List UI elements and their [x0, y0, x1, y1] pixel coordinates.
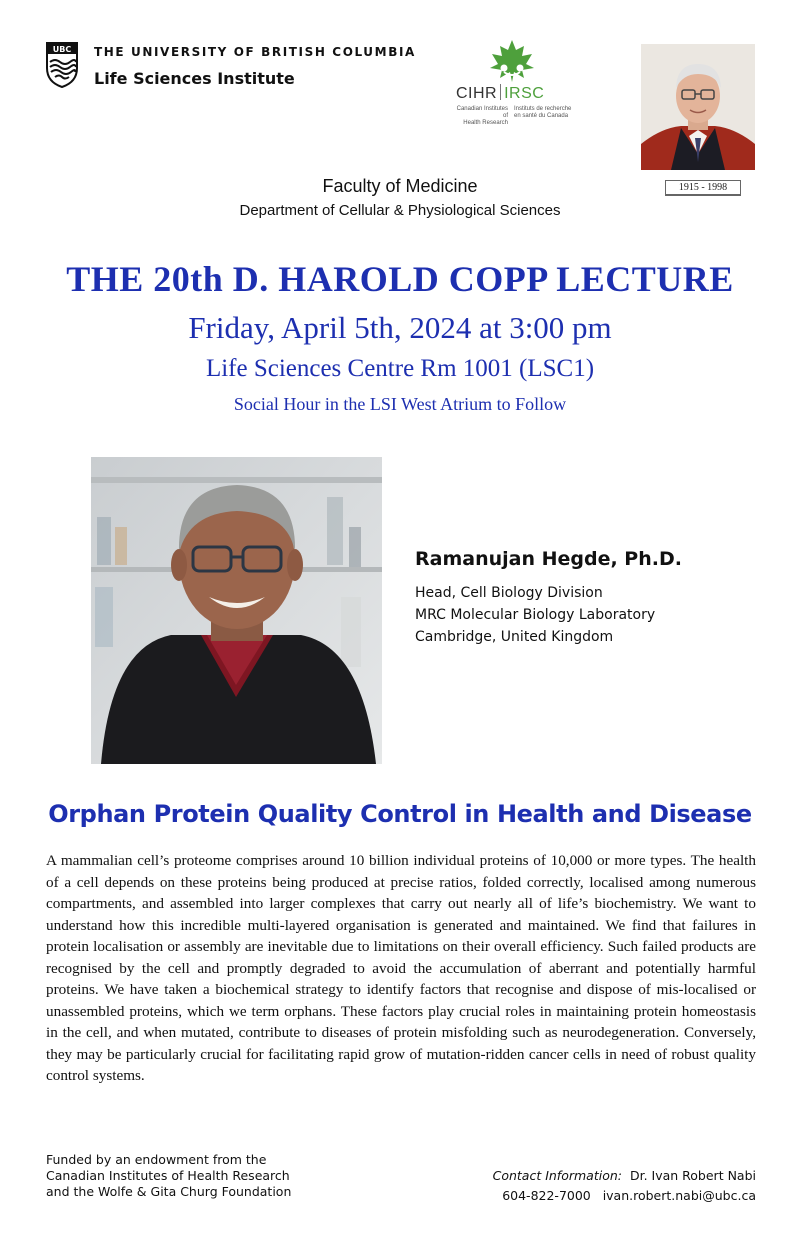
cihr-logo — [452, 38, 582, 126]
contact-phone: 604-822-7000 — [502, 1188, 591, 1203]
department-name: Department of Cellular & Physiological Sciences — [239, 202, 561, 219]
speaker-affiliation-line: MRC Molecular Biology Laboratory — [415, 607, 656, 623]
cihr-en: CIHR — [456, 85, 498, 102]
contact-email[interactable]: ivan.robert.nabi@ubc.ca — [602, 1188, 756, 1203]
portrait-years: 1915 - 1998 — [665, 180, 741, 196]
ubc-header — [46, 42, 416, 92]
cihr-fr: IRSC — [504, 85, 545, 102]
institute-name: Life Sciences Institute — [94, 69, 295, 88]
speaker-name: Ramanujan Hegde, Ph.D. — [415, 548, 682, 570]
cihr-wordmark — [456, 84, 544, 103]
speaker-affiliation-line: Head, Cell Biology Division — [415, 585, 603, 601]
speaker-affiliation-line: Cambridge, United Kingdom — [415, 629, 614, 645]
ubc-logo-text: UBC — [52, 45, 72, 54]
funding-line: Canadian Institutes of Health Research — [46, 1168, 290, 1183]
faculty-name: Faculty of Medicine — [322, 176, 478, 196]
lecture-title: THE 20th D. HAROLD COPP LECTURE — [66, 259, 734, 299]
contact-label: Contact Information: — [492, 1168, 622, 1183]
funding-line: and the Wolfe & Gita Churg Foundation — [46, 1184, 292, 1199]
lecture-date: Friday, April 5th, 2024 at 3:00 pm — [188, 310, 612, 345]
contact-info — [493, 1166, 756, 1206]
funding-note — [46, 1152, 366, 1200]
ubc-crest-icon — [46, 42, 78, 88]
lecture-social-hour: Social Hour in the LSI West Atrium to Follow — [233, 394, 567, 414]
cihr-en-full: Canadian Institutes of Health Research — [456, 106, 508, 126]
maple-leaf-people-icon — [482, 38, 542, 84]
harold-copp-portrait — [641, 44, 755, 170]
cihr-fr-full: Instituts de recherche en santé du Canada — [514, 106, 572, 119]
university-name: THE UNIVERSITY OF BRITISH COLUMBIA — [94, 45, 416, 59]
funding-line: Funded by an endowment from the — [46, 1152, 267, 1167]
contact-name: Dr. Ivan Robert Nabi — [629, 1168, 756, 1183]
talk-abstract: A mammalian cell’s proteome comprises around 10 billion individual proteins of 10,000 or more types. The health of a cell depends on these proteins being produced at precise ratios, folded correctly, localised among numerous compartments, and assembled into larger complexes that carry out nearly all of life’s biochemistry. We want to understand how this incredible multi-layered organisation is generated and maintained. We find that failures in protein localisation or assembly are inevitable due to limitations on their overall efficiency. Such failed products are recognised by the cell and promptly degraded to avoid the accumulation of aberrant and potentially harmful proteins. We have taken a biochemical strategy to identify factors that recognise and dispose of mis-localised or unassembled proteins, which we term orphans. These factors play crucial roles in maintaining protein homeostasis in the cell, and when mutated, contribute to diseases of protein misfolding such as neurodegeneration. Conversely, they may be particularly crucial for facilitating rapid grow of mutation-ridden cancer cells in need of robust quality control systems. — [46, 852, 756, 1084]
speaker-photo — [91, 457, 382, 764]
talk-title: Orphan Protein Quality Control in Health and Disease — [48, 800, 752, 828]
lecture-venue: Life Sciences Centre Rm 1001 (LSC1) — [205, 355, 595, 382]
